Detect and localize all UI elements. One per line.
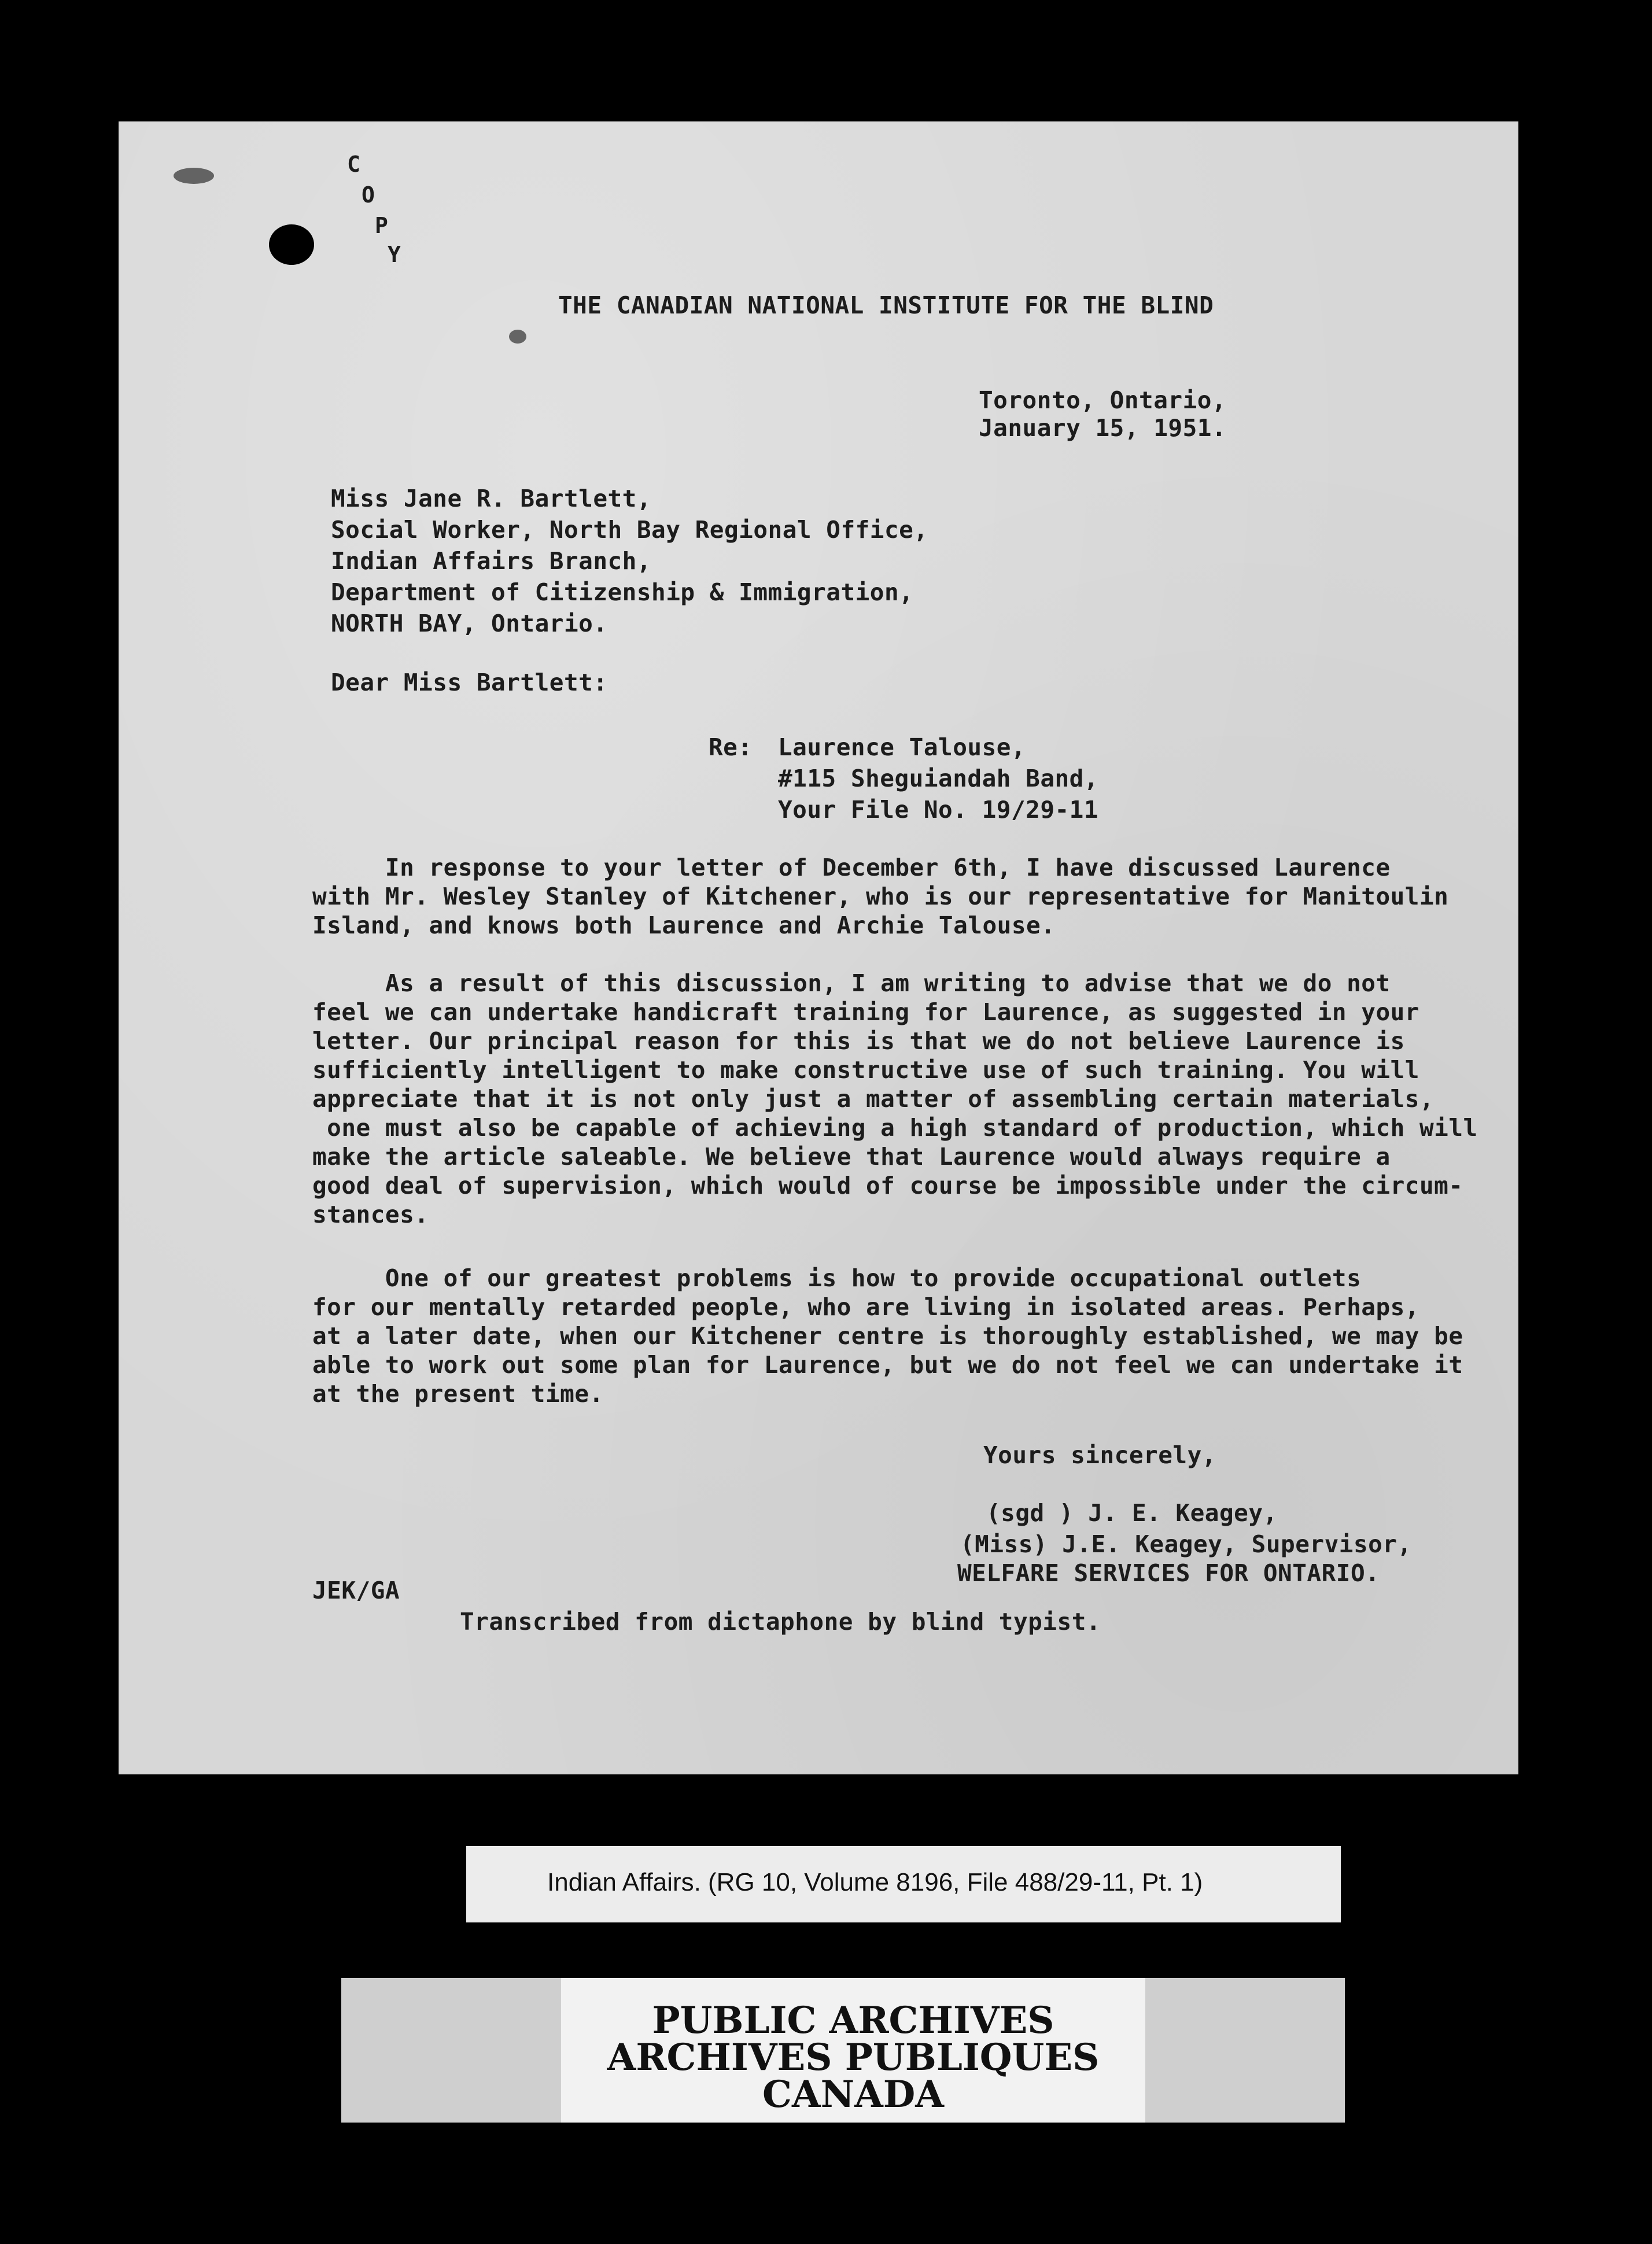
letter-date: January 15, 1951. bbox=[979, 414, 1227, 442]
paragraph-line: appreciate that it is not only just a matter of assembling certain materials, bbox=[312, 1085, 1435, 1113]
paragraph-line: Island, and knows both Laurence and Archie Talouse. bbox=[312, 911, 1056, 939]
paragraph-line: good deal of supervision, which would of course be impossible under the circum- bbox=[312, 1172, 1463, 1199]
paragraph-line: at a later date, when our Kitchener centre is thoroughly established, we may be bbox=[312, 1322, 1463, 1350]
paragraph-line: As a result of this discussion, I am writing to advise that we do not bbox=[312, 969, 1391, 997]
letter-sheet bbox=[119, 121, 1518, 1774]
re-line: Laurence Talouse, bbox=[778, 733, 1026, 761]
paragraph-line: at the present time. bbox=[312, 1380, 604, 1408]
recipient-line: Miss Jane R. Bartlett, bbox=[331, 485, 652, 512]
paragraph-line: letter. Our principal reason for this is that we do not believe Laurence is bbox=[312, 1027, 1405, 1055]
paragraph-line: for our mentally retarded people, who are living in isolated areas. Perhaps, bbox=[312, 1293, 1419, 1321]
archive-stamp-panel bbox=[561, 1978, 1145, 2123]
copy-mark-letter: C bbox=[347, 152, 360, 177]
copy-mark-letter: Y bbox=[388, 242, 401, 267]
re-line: #115 Sheguiandah Band, bbox=[778, 765, 1099, 792]
typist-initials: JEK/GA bbox=[312, 1577, 400, 1604]
recipient-line: NORTH BAY, Ontario. bbox=[331, 610, 608, 637]
closing: Yours sincerely, bbox=[983, 1441, 1216, 1469]
recipient-line: Social Worker, North Bay Regional Office, bbox=[331, 516, 928, 544]
paragraph-line: feel we can undertake handicraft training for Laurence, as suggested in your bbox=[312, 998, 1419, 1026]
signature-line: (Miss) J.E. Keagey, Supervisor, bbox=[960, 1530, 1412, 1558]
paragraph-line: with Mr. Wesley Stanley of Kitchener, who is our representative for Manitoulin bbox=[312, 883, 1449, 910]
re-line: Your File No. 19/29-11 bbox=[778, 796, 1099, 824]
smudge-mark bbox=[509, 330, 526, 344]
paragraph-line: One of our greatest problems is how to provide occupational outlets bbox=[312, 1264, 1362, 1292]
paragraph-line: make the article saleable. We believe that Laurence would always require a bbox=[312, 1143, 1391, 1171]
archive-reference-label bbox=[466, 1846, 1341, 1922]
punch-hole bbox=[269, 224, 314, 265]
signature-line: (sgd ) J. E. Keagey, bbox=[986, 1499, 1278, 1527]
recipient-line: Department of Citizenship & Immigration, bbox=[331, 578, 914, 606]
salutation: Dear Miss Bartlett: bbox=[331, 669, 608, 696]
paragraph-line: sufficiently intelligent to make constructive use of such training. You will bbox=[312, 1056, 1419, 1084]
archive-stamp-line: PUBLIC ARCHIVES bbox=[652, 1999, 1054, 2042]
paragraph-line: stances. bbox=[312, 1201, 429, 1228]
archive-stamp bbox=[341, 1978, 1345, 2123]
archive-stamp-line: ARCHIVES PUBLIQUES bbox=[607, 2036, 1100, 2079]
copy-mark-letter: O bbox=[362, 182, 375, 208]
signature-line: WELFARE SERVICES FOR ONTARIO. bbox=[957, 1559, 1380, 1587]
letterhead: THE CANADIAN NATIONAL INSTITUTE FOR THE BLIND bbox=[558, 291, 1214, 319]
smudge-mark bbox=[174, 168, 214, 184]
paragraph-line: In response to your letter of December 6th, I have discussed Laurence bbox=[312, 854, 1391, 881]
re-label: Re: bbox=[709, 733, 753, 761]
paragraph-line: able to work out some plan for Laurence, but we do not feel we can undertake it bbox=[312, 1351, 1463, 1379]
archive-reference-text: Indian Affairs. (RG 10, Volume 8196, File 488/29-11, Pt. 1) bbox=[547, 1868, 1203, 1896]
archive-stamp-line: CANADA bbox=[762, 2073, 944, 2116]
paragraph-line: one must also be capable of achieving a high standard of production, which will bbox=[312, 1114, 1478, 1142]
recipient-line: Indian Affairs Branch, bbox=[331, 547, 652, 575]
copy-mark-letter: P bbox=[375, 213, 388, 238]
letter-place: Toronto, Ontario, bbox=[979, 386, 1227, 414]
transcription-note: Transcribed from dictaphone by blind typist. bbox=[460, 1608, 1101, 1636]
